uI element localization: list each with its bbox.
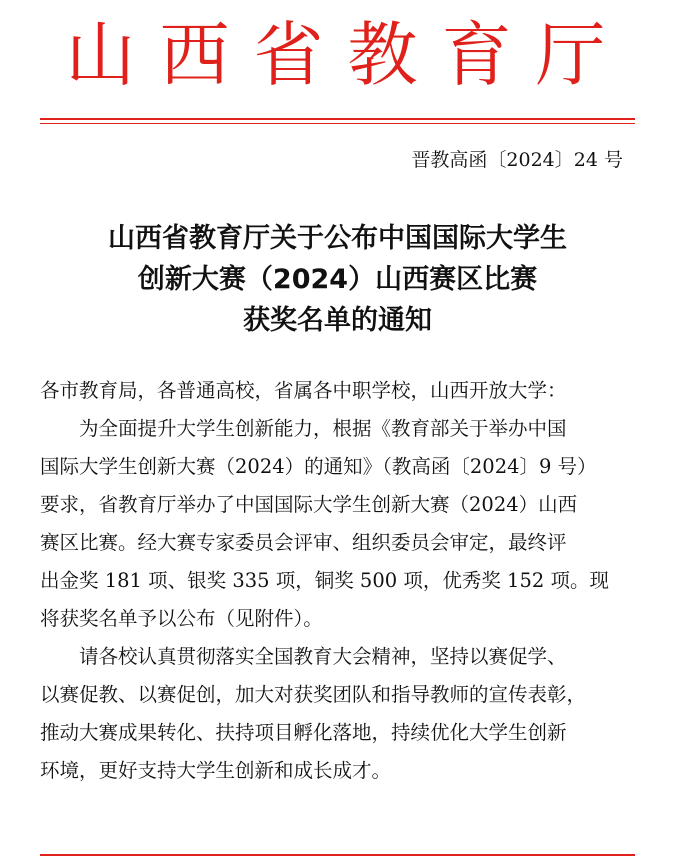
paragraph-line: 要求，省教育厅举办了中国国际大学生创新大赛（2024）山西: [40, 493, 578, 516]
paragraph-line: 为全面提升大学生创新能力，根据《教育部关于举办中国: [40, 417, 567, 440]
paragraph-line: 请各校认真贯彻落实全国教育大会精神，坚持以赛促学、: [40, 645, 567, 668]
paragraph-line: 以赛促教、以赛促创，加大对获奖团队和指导教师的宣传表彰，: [40, 683, 587, 706]
paragraph: [40, 410, 640, 638]
document-title: [0, 218, 675, 341]
header-red-rule-thin: [40, 123, 635, 124]
title-line: 获奖名单的通知: [243, 305, 432, 336]
paragraph-line: 出金奖 181 项、银奖 335 项，铜奖 500 项，优秀奖 152 项。现: [40, 569, 609, 592]
paragraph-line: 赛区比赛。经大赛专家委员会评审、组织委员会审定，最终评: [40, 531, 567, 554]
paragraph-line: 推动大赛成果转化、扶持项目孵化落地，持续优化大学生创新: [40, 721, 567, 744]
paragraph: [40, 638, 640, 790]
paragraph-line: 环境，更好支持大学生创新和成长成才。: [40, 759, 392, 782]
paragraph-line: 国际大学生创新大赛（2024）的通知》（教高函〔2024〕9 号）: [40, 455, 597, 478]
footer-red-rule: [40, 854, 635, 856]
paragraph-line: 将获奖名单予以公布（见附件）。: [40, 607, 323, 630]
title-line: 创新大赛（2024）山西赛区比赛: [137, 264, 538, 295]
header-red-rule: [40, 118, 635, 120]
salutation: 各市教育局，各普通高校，省属各中职学校，山西开放大学：: [40, 379, 567, 402]
document-body: [40, 372, 640, 790]
issuer-header: 山西省教育厅: [65, 14, 630, 96]
title-line: 山西省教育厅关于公布中国国际大学生: [108, 223, 567, 254]
document-number: 晋教高函〔2024〕24 号: [411, 149, 623, 171]
